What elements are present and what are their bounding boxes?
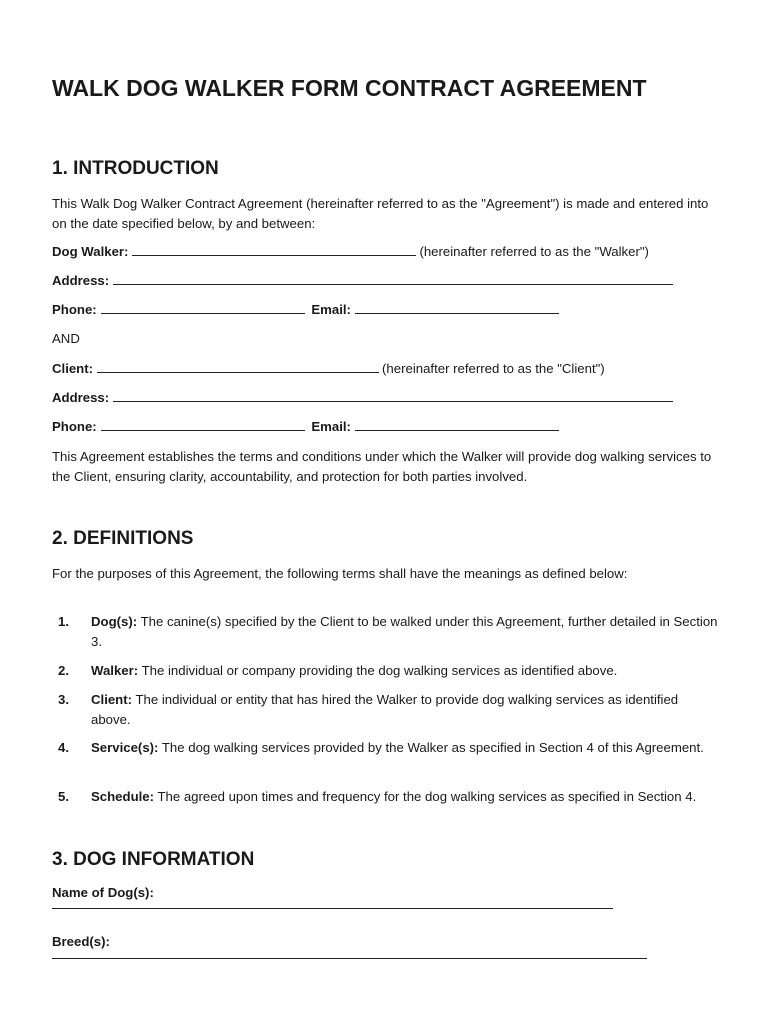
definition-term: Walker:: [91, 663, 139, 678]
client-address-label: Address:: [52, 390, 110, 405]
definition-term: Service(s):: [91, 740, 159, 755]
walker-address-field[interactable]: [113, 273, 673, 285]
definition-term: Dog(s):: [91, 614, 138, 629]
breed-label: Breed(s):: [52, 934, 110, 949]
and-text: AND: [52, 331, 80, 346]
definition-term: Client:: [91, 692, 133, 707]
client-contact-row: [52, 419, 562, 434]
client-email-label: Email:: [311, 419, 351, 434]
definition-text: The dog walking services provided by the Walker as specified in Section 4 of this Agreement.: [158, 740, 704, 755]
definition-number: 1.: [58, 614, 69, 629]
walker-suffix: (hereinafter referred to as the "Walker"): [419, 244, 649, 259]
intro-heading: 1. INTRODUCTION: [52, 158, 219, 179]
definition-text: The individual or company providing the dog walking services as identified above.: [138, 663, 618, 678]
definitions-heading: 2. DEFINITIONS: [52, 528, 194, 549]
walker-contact-row: [52, 302, 562, 317]
client-address-row: [52, 390, 676, 405]
definition-text: The individual or entity that has hired the Walker to provide dog walking services as identified above.: [91, 692, 679, 727]
document-title: WALK DOG WALKER FORM CONTRACT AGREEMENT: [52, 75, 647, 101]
dog-name-label: Name of Dog(s):: [52, 885, 154, 900]
intro-paragraph: This Walk Dog Walker Contract Agreement (hereinafter referred to as the "Agreement") is made and entered into on the date specified below, by and between:: [52, 196, 709, 231]
walker-name-field[interactable]: [132, 244, 416, 256]
client-phone-label: Phone:: [52, 419, 97, 434]
intro-closing: This Agreement establishes the terms and conditions under which the Walker will provide dog walking services to the Client, ensuring clarity, accountability, and protection for both parties involved.: [52, 449, 712, 484]
walker-name-row: [52, 244, 649, 259]
client-phone-field[interactable]: [101, 419, 305, 431]
walker-email-field[interactable]: [355, 302, 559, 314]
definition-term: Schedule:: [91, 789, 155, 804]
client-name-field[interactable]: [97, 361, 379, 373]
dog-info-heading: 3. DOG INFORMATION: [52, 849, 255, 870]
definition-item: [52, 690, 720, 729]
client-suffix: (hereinafter referred to as the "Client"): [382, 361, 605, 376]
definition-number: 2.: [58, 663, 69, 678]
walker-email-label: Email:: [311, 302, 351, 317]
walker-phone-field[interactable]: [101, 302, 305, 314]
client-address-field[interactable]: [113, 390, 673, 402]
definitions-intro: For the purposes of this Agreement, the following terms shall have the meanings as defined below:: [52, 566, 628, 581]
definition-text: The agreed upon times and frequency for the dog walking services as specified in Section 4.: [154, 789, 697, 804]
definition-number: 3.: [58, 692, 69, 707]
dog-name-field[interactable]: [52, 907, 613, 909]
definition-number: 4.: [58, 740, 69, 755]
walker-address-label: Address:: [52, 273, 110, 288]
walker-phone-label: Phone:: [52, 302, 97, 317]
client-label: Client:: [52, 361, 94, 376]
walker-address-row: [52, 273, 676, 288]
definition-item: [52, 787, 720, 807]
definition-item: [52, 612, 720, 651]
breed-field[interactable]: [52, 957, 647, 959]
definition-item: [52, 661, 720, 681]
definition-number: 5.: [58, 789, 69, 804]
definition-text: The canine(s) specified by the Client to be walked under this Agreement, further detailed in Section 3.: [91, 614, 718, 649]
client-name-row: [52, 361, 605, 376]
definition-item: [52, 738, 720, 758]
client-email-field[interactable]: [355, 419, 559, 431]
walker-label: Dog Walker:: [52, 244, 129, 259]
